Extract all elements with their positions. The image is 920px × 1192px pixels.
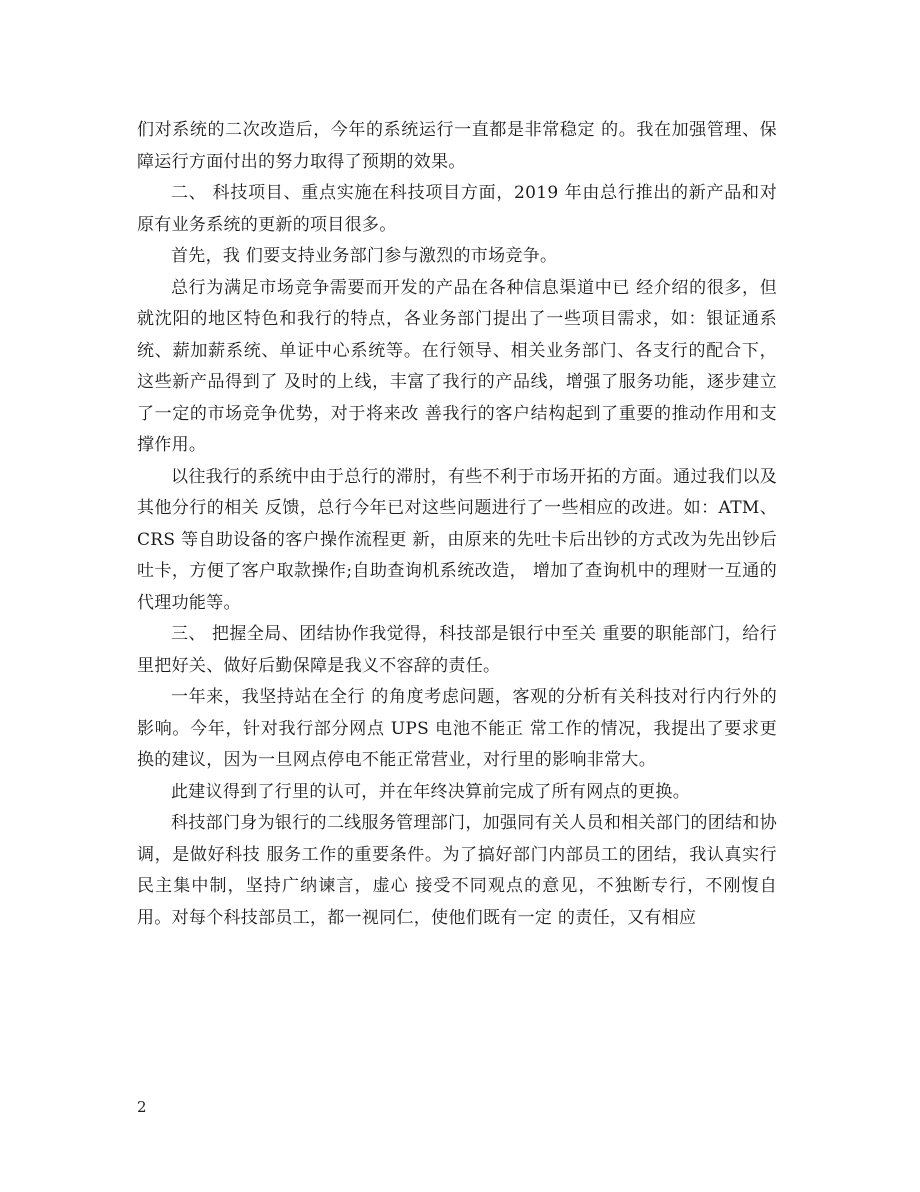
paragraph-4: 总行为满足市场竞争需要而开发的产品在各种信息渠道中已 经介绍的很多，但就沈阳的地区特色和我行的特点，各业务部门提出了一些项目需求，如：银证通系 统、薪加薪系统、单证中心系统等。在行领导、相关业务部门、各支行的配合下，这些新产品得到了 及时的上线，丰富了我行的产品线，增强了服务功能，逐步建立了一定的市场竞争优势，对于将来改 善我行的客户结构起到了重要的推动作用和支撑作用。 (137, 277, 777, 455)
page-number: 2 (137, 1098, 147, 1116)
paragraph-9: 科技部门身为银行的二线服务管理部门，加强同有关人员和相关部门的团结和协调，是做好科技 服务工作的重要条件。为了搞好部门内部员工的团结，我认真实行民主集中制，坚持广纳谏言，虚心 接受不同观点的意见，不独断专行，不刚愎自用。对每个科技部员工，都一视同仁，使他们既有一定 的责任，又有相应 (137, 813, 777, 928)
paragraph-5: 以往我行的系统中由于总行的滞肘，有些不利于市场开拓的方面。通过我们以及其他分行的相关 反馈，总行今年已对这些问题进行了一些相应的改进。如：ATM、CRS 等自助设备的客户操作流程更 新，由原来的先吐卡后出钞的方式改为先出钞后吐卡，方便了客户取款操作;自助查询机系统改造， 增加了查询机中的理财一互通的代理功能等。 (137, 466, 777, 613)
paragraph-3: 首先，我 们要支持业务部门参与激烈的市场竞争。 (171, 246, 558, 266)
paragraph-2: 二、 科技项目、重点实施在科技项目方面，2019 年由总行推出的新产品和对原有业务系统的更新的项目很多。 (137, 183, 777, 235)
paragraph-8: 此建议得到了行里的认可，并在年终决算前完成了所有网点的更换。 (171, 781, 690, 802)
paragraph-7: 一年来，我坚持站在全行 的角度考虑问题，客观的分析有关科技对行内行外的影响。今年，针对我行部分网点 UPS 电池不能正 常工作的情况，我提出了要求更换的建议，因为一旦网点停电不能正常营业，对行里的影响非常大。 (137, 687, 777, 770)
document-body (137, 115, 777, 934)
paragraph-1: 们对系统的二次改造后，今年的系统运行一直都是非常稳定 的。我在加强管理、保障运行方面付出的努力取得了预期的效果。 (137, 120, 777, 172)
paragraph-6: 三、 把握全局、团结协作我觉得，科技部是银行中至关 重要的职能部门，给行里把好关、做好后勤保障是我义不容辞的责任。 (137, 624, 777, 676)
